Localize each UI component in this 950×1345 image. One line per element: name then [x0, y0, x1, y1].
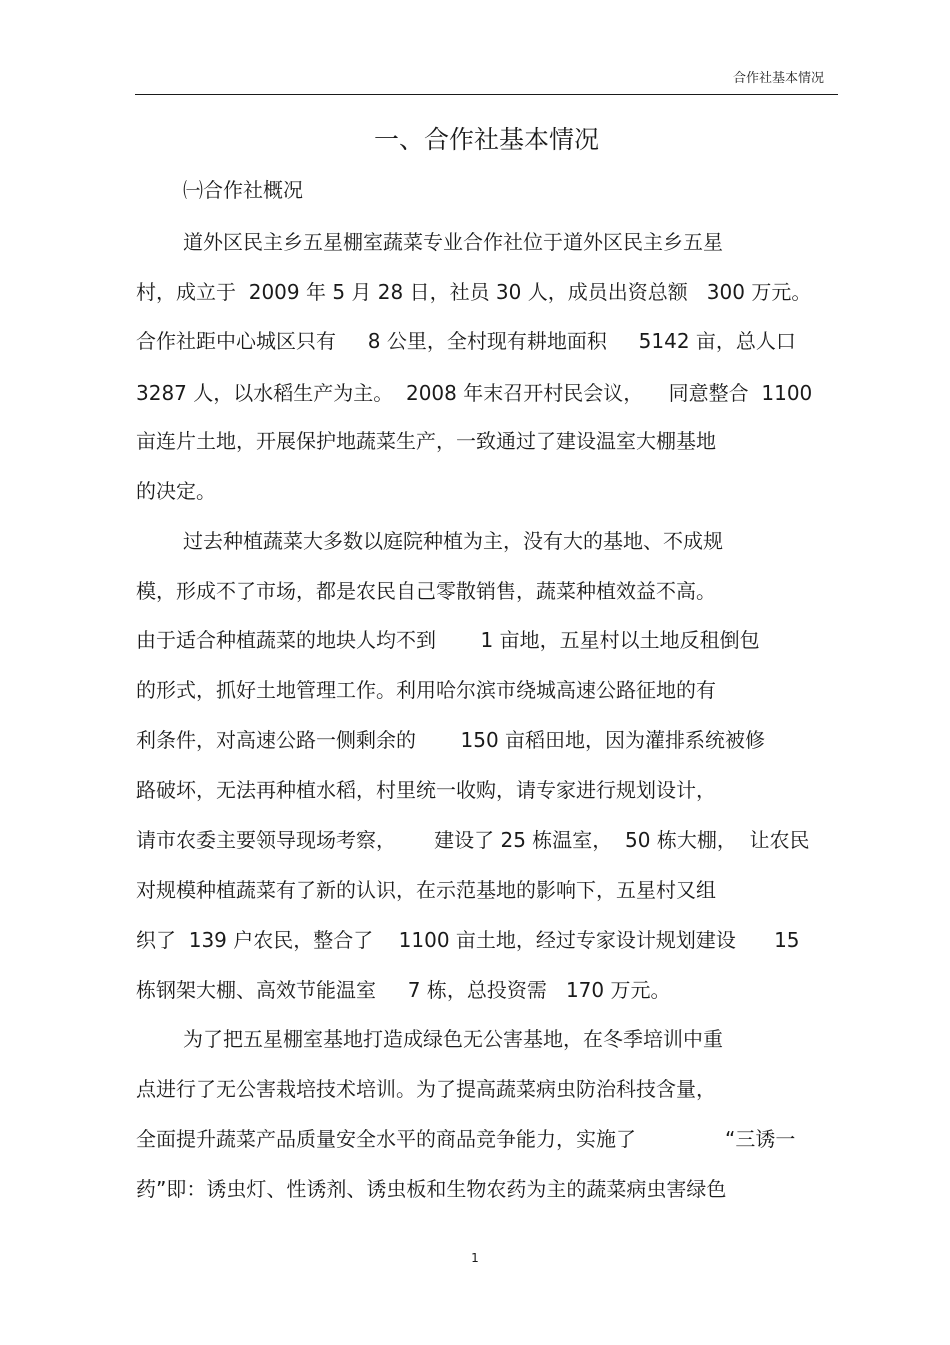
text-line: 织了 139 户农民，整合了 1100 亩土地，经过专家设计规划建设 15 [136, 928, 800, 952]
running-header-title: 合作社基本情况 [732, 71, 824, 86]
text-line: 栋钢架大棚、高效节能温室 7 栋，总投资需 170 万元。 [136, 978, 671, 1002]
text-line: 合作社距中心城区只有 8 公里，全村现有耕地面积 5142 亩，总人口 [136, 329, 796, 353]
text-line: 3287 人，以水稻生产为主。 2008 年末召开村民会议， 同意整合 1100 [136, 381, 813, 405]
text-line: 全面提升蔬菜产品质量安全水平的商品竞争能力，实施了 “三诱一 [136, 1127, 796, 1151]
page-number: 1 [471, 1251, 479, 1265]
text-line: 亩连片土地，开展保护地蔬菜生产，一致通过了建设温室大棚基地 [136, 429, 716, 453]
text-line: 的形式，抓好土地管理工作。利用哈尔滨市绕城高速公路征地的有 [136, 678, 716, 702]
page-title: 一、合作社基本情况 [373, 125, 599, 154]
section-heading: ㈠合作社概况 [183, 178, 303, 202]
text-line: 利条件，对高速公路一侧剩余的 150 亩稻田地，因为灌排系统被修 [136, 728, 766, 752]
text-line: 的决定。 [136, 479, 216, 503]
text-line: 过去种植蔬菜大多数以庭院种植为主，没有大的基地、不成规 [183, 529, 723, 553]
text-line: 路破坏，无法再种植水稻，村里统一收购，请专家进行规划设计， [136, 778, 716, 802]
text-line: 模，形成不了市场，都是农民自己零散销售，蔬菜种植效益不高。 [136, 579, 716, 603]
text-line: 村，成立于 2009 年 5 月 28 日，社员 30 人，成员出资总额 300 万元。 [136, 280, 812, 304]
text-line: 请市农委主要领导现场考察， 建设了 25 栋温室， 50 栋大棚， 让农民 [136, 828, 810, 852]
text-line: 由于适合种植蔬菜的地块人均不到 1 亩地，五星村以土地反租倒包 [136, 628, 760, 652]
text-line: 为了把五星棚室基地打造成绿色无公害基地，在冬季培训中重 [183, 1027, 723, 1051]
text-line: 点进行了无公害栽培技术培训。为了提高蔬菜病虫防治科技含量， [136, 1077, 716, 1101]
header-divider [135, 94, 838, 95]
text-line: 道外区民主乡五星棚室蔬菜专业合作社位于道外区民主乡五星 [183, 230, 723, 254]
text-line: 对规模种植蔬菜有了新的认识，在示范基地的影响下，五星村又组 [136, 878, 716, 902]
text-line: 药”即：诱虫灯、性诱剂、诱虫板和生物农药为主的蔬菜病虫害绿色 [136, 1177, 727, 1201]
